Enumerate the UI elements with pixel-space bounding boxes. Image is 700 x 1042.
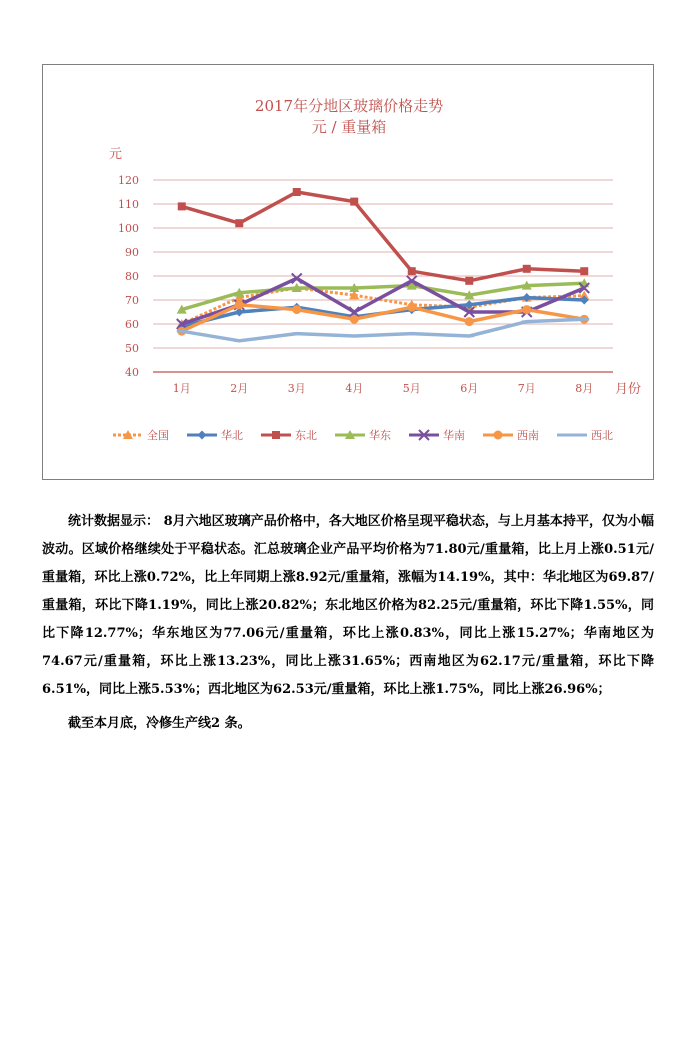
legend-label: 西南: [517, 429, 539, 442]
legend-item: [113, 428, 169, 442]
data-point: [235, 219, 243, 227]
x-tick-label: 4月: [345, 382, 364, 395]
y-tick-label: 120: [118, 174, 139, 187]
x-axis-label: 月份: [615, 382, 642, 397]
y-tick-label: 40: [125, 366, 139, 379]
legend-label: 华东: [369, 429, 391, 442]
data-point: [580, 267, 588, 275]
data-point: [198, 431, 207, 440]
series-group: [177, 188, 590, 341]
data-point: [494, 431, 503, 440]
x-axis: [173, 382, 594, 395]
data-point: [350, 198, 358, 206]
y-tick-label: 110: [118, 198, 139, 211]
x-tick-label: 6月: [460, 382, 479, 395]
series-西南: [177, 300, 589, 335]
y-tick-label: 90: [125, 246, 139, 259]
data-point: [522, 305, 531, 314]
data-point: [465, 317, 474, 326]
data-point: [272, 431, 280, 439]
x-tick-label: 3月: [287, 382, 306, 395]
x-tick-label: 5月: [402, 382, 421, 395]
chart-subtitle: 元 / 重量箱: [311, 118, 387, 136]
y-tick-label: 80: [125, 270, 139, 283]
x-tick-label: 7月: [517, 382, 536, 395]
y-axis-label: 元: [109, 147, 123, 162]
legend-item: [335, 428, 391, 442]
legend-label: 东北: [295, 429, 317, 442]
legend-item: [261, 429, 317, 442]
data-point: [465, 277, 473, 285]
legend-item: [409, 428, 465, 442]
y-tick-label: 100: [118, 222, 139, 235]
data-point: [178, 202, 186, 210]
legend-label: 全国: [147, 429, 169, 442]
legend-label: 西北: [591, 429, 613, 442]
data-point: [350, 315, 359, 324]
legend-item: [187, 428, 243, 442]
data-point: [407, 303, 416, 312]
data-point: [293, 188, 301, 196]
line-chart: [43, 65, 655, 481]
data-point: [235, 300, 244, 309]
legend: [113, 428, 613, 442]
data-point: [523, 265, 531, 273]
y-tick-label: 70: [125, 294, 139, 307]
x-tick-label: 8月: [575, 382, 594, 395]
legend-label: 华北: [221, 429, 243, 442]
grid: [153, 180, 613, 372]
summary-paragraph: 统计数据显示： 8月六地区玻璃产品价格中，各大地区价格呈现平稳状态，与上月基本持平，仅为小幅波动。区域价格继续处于平稳状态。汇总玻璃企业产品平均价格为71.80元/重量箱，比上月上涨0.51元/重量箱，环比上涨0.72%，比上年同期上涨8.92元/重量箱，涨幅为14.19%，其中：华北地区为69.87/重量箱，环比下降1.19%，同比上涨20.82%；东北地区价格为82.25元/重量箱，环比下降1.55%，同比下降12.77%；华东地区为77.06元/重量箱，环比上涨0.83%，同比上涨15.27%；华南地区为74.67元/重量箱，环比上涨13.23%，同比上涨31.65%；西南地区为62.17元/重量箱，环比下降6.51%，同比上涨5.53%；西北地区为62.53元/重量箱，环比上涨1.75%，同比上涨26.96%；: [42, 514, 654, 697]
x-tick-label: 2月: [230, 382, 249, 395]
legend-label: 华南: [443, 429, 465, 442]
report-text: [42, 508, 654, 738]
chart-title: 2017年分地区玻璃价格走势: [254, 97, 444, 115]
legend-item: [483, 429, 539, 442]
y-tick-label: 60: [125, 318, 139, 331]
y-axis: [118, 174, 139, 379]
data-point: [292, 305, 301, 314]
series-西北: [177, 319, 590, 341]
cold-repair-paragraph: 截至本月底，冷修生产线2 条。: [68, 716, 251, 731]
series-东北: [178, 188, 589, 285]
y-tick-label: 50: [125, 342, 139, 355]
legend-item: [557, 429, 613, 442]
data-point: [408, 267, 416, 275]
chart-container: [42, 64, 654, 480]
x-tick-label: 1月: [172, 382, 191, 395]
